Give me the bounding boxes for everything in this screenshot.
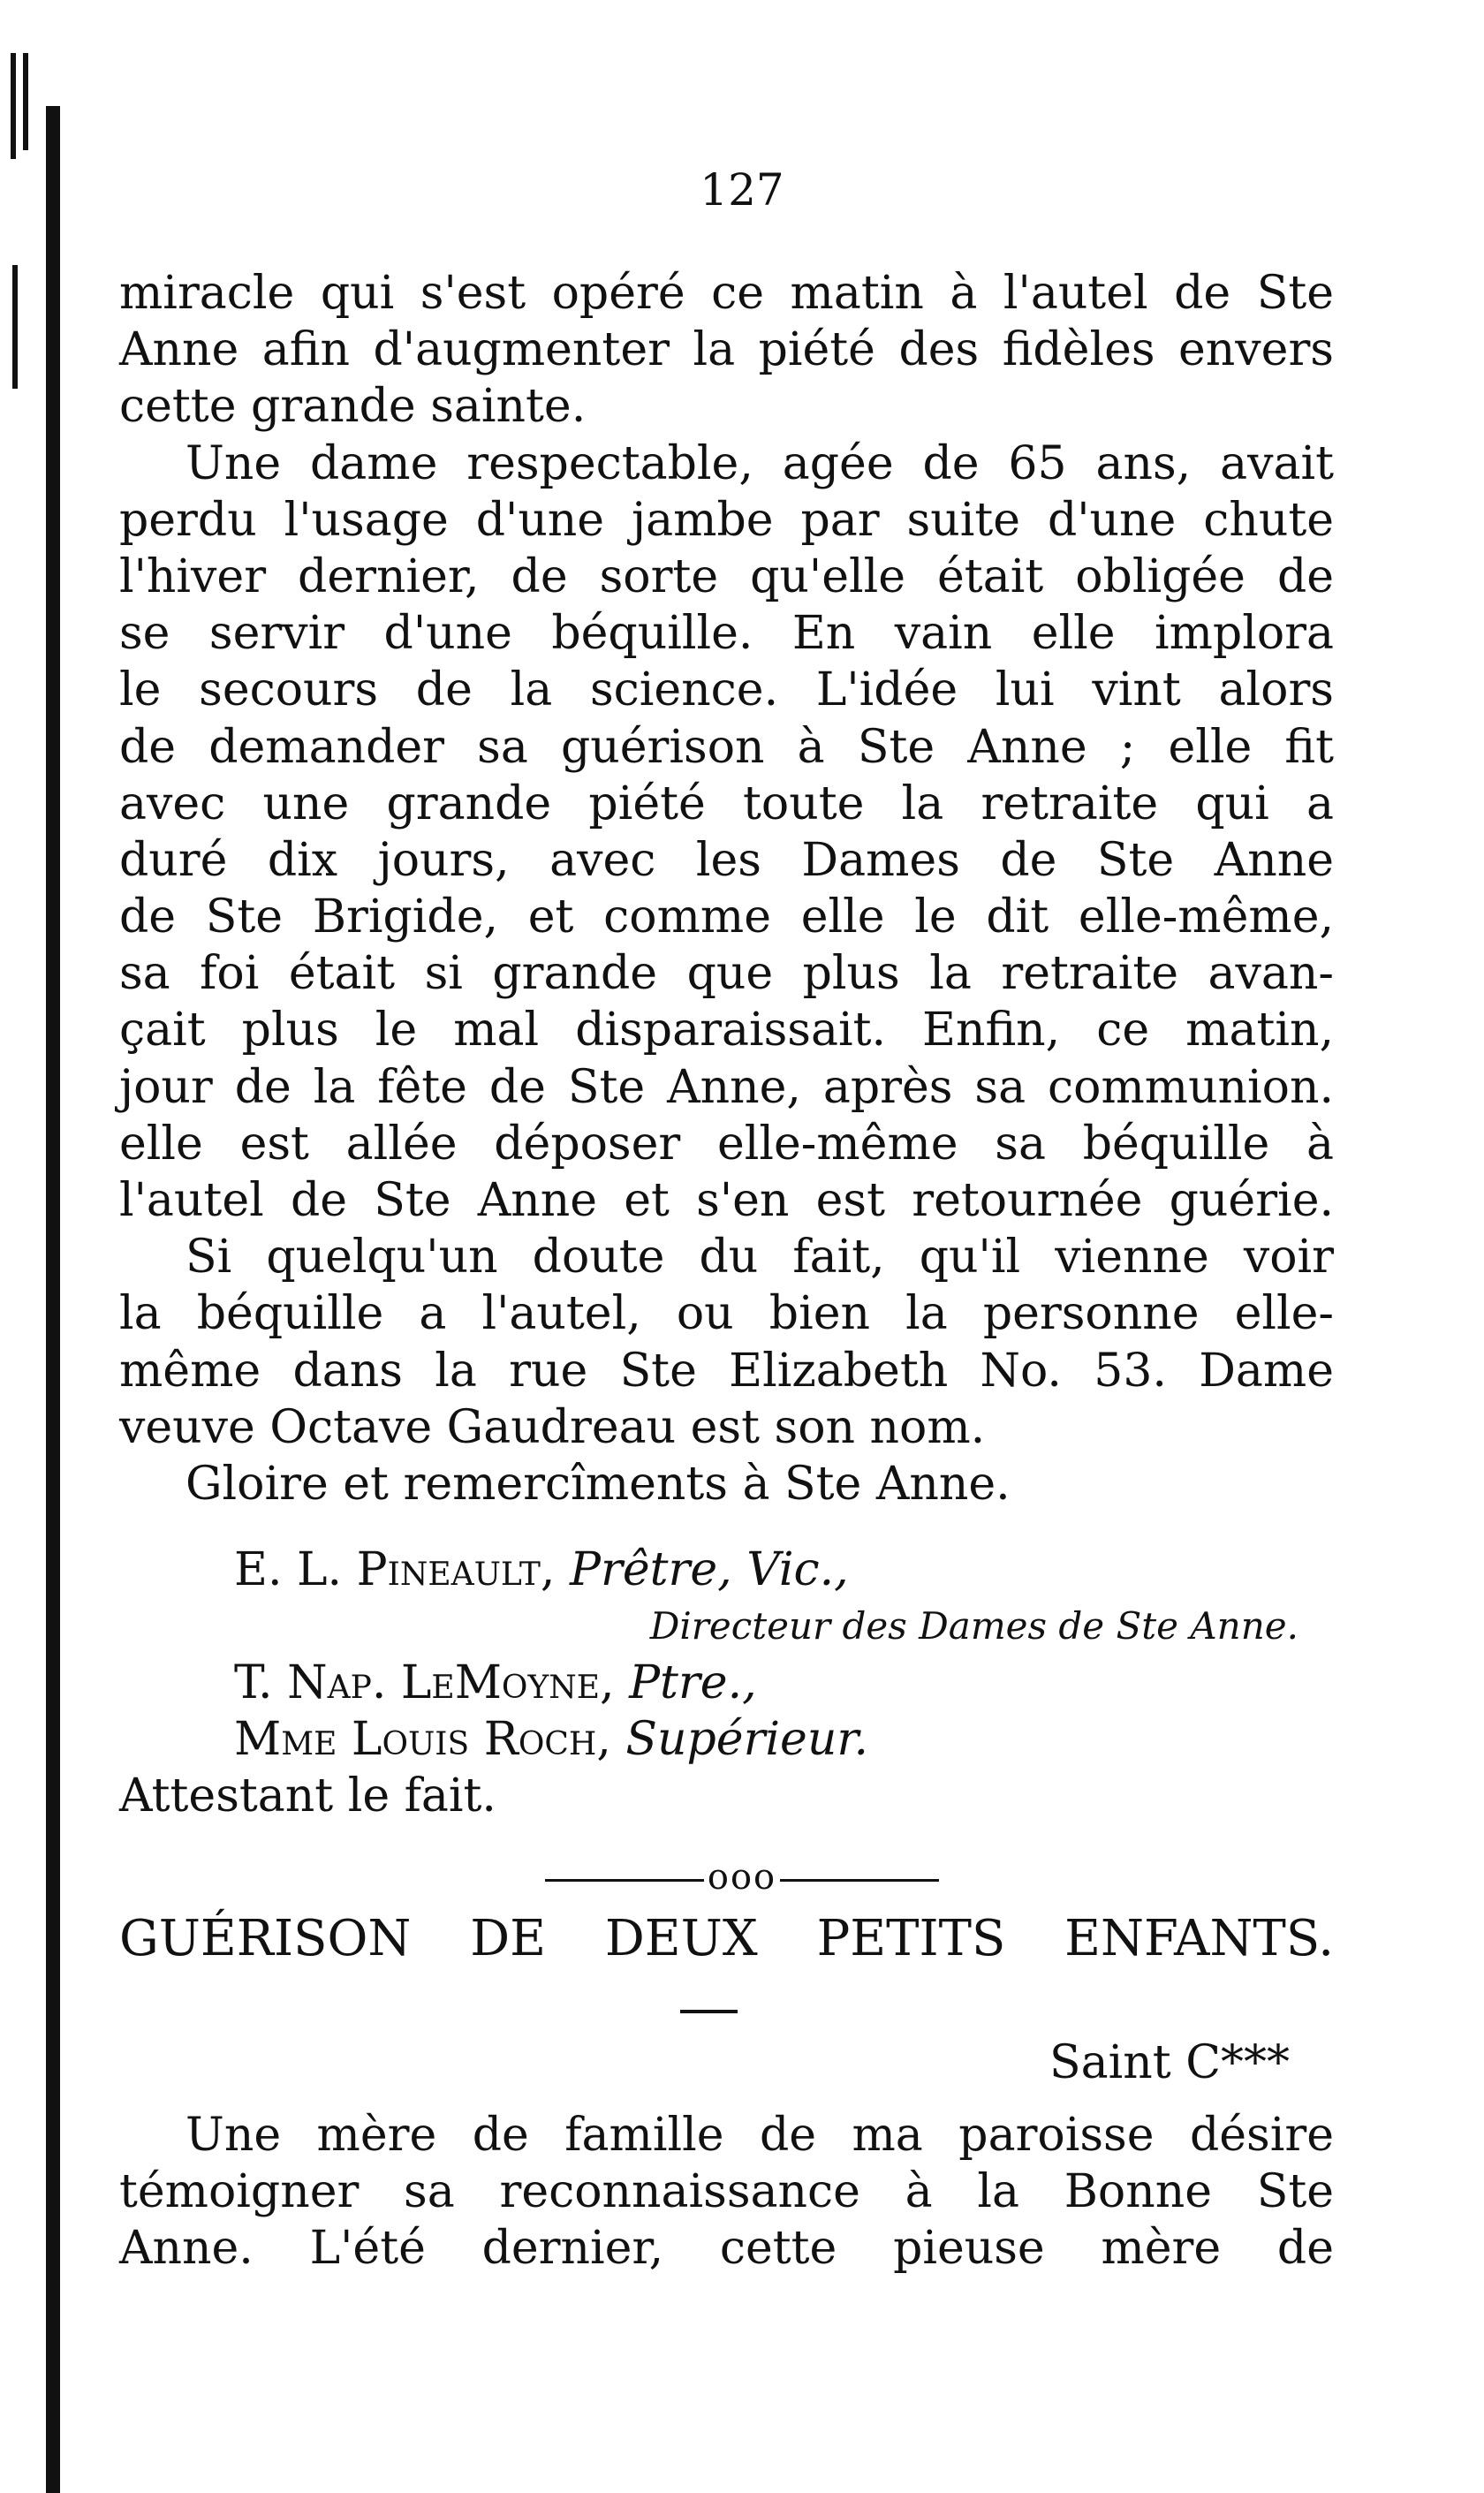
separator-mark: ooo xyxy=(707,1857,777,1898)
text-line: l'autel de Ste Anne et s'en est retournée guérie. xyxy=(119,1174,1334,1227)
text-line: Anne afin d'augmenter la piété des fidèles envers xyxy=(119,323,1334,377)
signatory-name: E. L. Pineault, xyxy=(234,1543,556,1596)
text-line: miracle qui s'est opéré ce matin à l'autel de Ste xyxy=(119,267,1334,320)
signatory-name: T. Nap. LeMoyne, xyxy=(234,1656,615,1709)
separator-rule xyxy=(545,1879,704,1882)
text-line: témoigner sa reconnaissance à la Bonne Ste xyxy=(119,2165,1334,2219)
page-number: 127 xyxy=(700,164,784,216)
text-line: avec une grande piété toute la retraite qui a xyxy=(119,777,1334,830)
binding-edge xyxy=(46,106,60,2493)
binding-mark xyxy=(12,265,18,389)
text-line: se servir d'une béquille. En vain elle implora xyxy=(119,607,1334,661)
signatures xyxy=(119,1542,1334,1824)
signatory-title: Ptre., xyxy=(629,1656,757,1709)
text-line: veuve Octave Gaudreau est son nom. xyxy=(119,1400,986,1454)
separator-rule xyxy=(780,1879,939,1882)
text-line: duré dix jours, avec les Dames de Ste Anne xyxy=(119,833,1334,887)
text-line: cette grande sainte. xyxy=(119,380,587,434)
text-line: Une dame respectable, agée de 65 ans, avait xyxy=(186,436,1334,490)
signatory-title: Supérieur. xyxy=(625,1713,868,1766)
text-line: Anne. L'été dernier, cette pieuse mère de xyxy=(119,2222,1334,2276)
text-line: même dans la rue Ste Elizabeth No. 53. Dame xyxy=(119,1344,1334,1398)
text-line: Une mère de famille de ma paroisse désire xyxy=(186,2109,1334,2162)
heading-rule xyxy=(680,2010,738,2013)
text-line: çait plus le mal disparaissait. Enfin, ce matin, xyxy=(119,1004,1334,1057)
text-line: de Ste Brigide, et comme elle le dit elle-même, xyxy=(119,890,1334,944)
text-line: sa foi était si grande que plus la retraite avan- xyxy=(119,947,1334,1001)
binding-mark xyxy=(23,53,28,150)
place-line: Saint C*** xyxy=(1049,2036,1290,2089)
text-line: la béquille a l'autel, ou bien la personne elle- xyxy=(119,1287,1334,1341)
binding-mark xyxy=(11,53,16,159)
section-heading: GUÉRISON DE DEUX PETITS ENFANTS. xyxy=(119,1910,1334,1967)
section-separator xyxy=(0,1855,1484,1899)
signatory-title: Prêtre, Vic., xyxy=(569,1543,849,1596)
body-text xyxy=(119,265,1334,1512)
text-line: perdu l'usage d'une jambe par suite d'une chute xyxy=(119,493,1334,547)
signatory-name: Mme Louis Roch, xyxy=(234,1713,611,1766)
text-line: Si quelqu'un doute du fait, qu'il vienne voir xyxy=(186,1231,1334,1284)
text-line: de demander sa guérison à Ste Anne ; elle fit xyxy=(119,720,1334,774)
text-line: l'hiver dernier, de sorte qu'elle était obligée de xyxy=(119,549,1334,603)
text-line: le secours de la science. L'idée lui vint alors xyxy=(119,663,1334,717)
signature-line xyxy=(119,1711,1334,1768)
signatory-role: Directeur des Dames de Ste Anne. xyxy=(649,1604,1298,1648)
attestation: Attestant le fait. xyxy=(119,1769,496,1822)
section-text xyxy=(119,2107,1334,2277)
signature-line xyxy=(119,1655,1334,1711)
signature-line xyxy=(119,1542,1334,1598)
text-line: Gloire et remercîments à Ste Anne. xyxy=(186,1457,1011,1511)
text-line: elle est allée déposer elle-même sa béquille à xyxy=(119,1117,1334,1171)
text-line: jour de la fête de Ste Anne, après sa communion. xyxy=(119,1060,1334,1114)
